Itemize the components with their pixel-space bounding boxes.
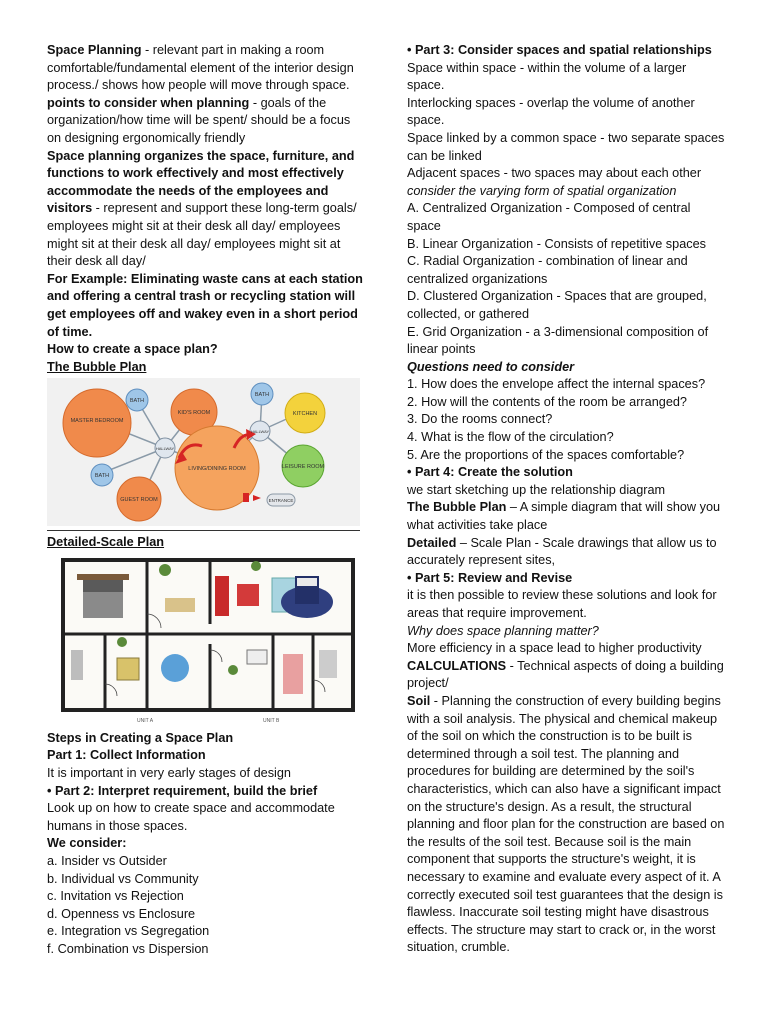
divider xyxy=(47,530,360,531)
part4-text: we start sketching up the relationship diagram xyxy=(407,482,666,497)
part5-text: it is then possible to review these solutions and look for areas that require improvement. xyxy=(407,588,717,620)
question-item: 2. How will the contents of the room be arranged? xyxy=(407,394,687,409)
example-text: For Example: Eliminating waste cans at each station and offering a central trash or recycling station will get employees off and wakey even in a short period of time. xyxy=(47,271,363,339)
linked-spaces: Space linked by a common space - two separate spaces can be linked xyxy=(407,130,725,163)
part3-heading-text: • Part 3: Consider spaces and spatial relationships xyxy=(407,43,712,57)
steps-heading xyxy=(47,730,365,748)
label-hallway-1: HALLWAY xyxy=(155,446,175,452)
bubble-plan-heading: The Bubble Plan xyxy=(47,359,147,374)
interlocking-spaces: Interlocking spaces - overlap the volume of another space. xyxy=(407,95,695,128)
label-bath-3: BATH xyxy=(254,392,270,399)
points-paragraph xyxy=(47,95,365,148)
org-item: B. Linear Organization - Consists of repetitive spaces xyxy=(407,236,707,251)
consider-item: d. Openness vs Enclosure xyxy=(47,906,196,921)
label-guest-room: GUEST ROOM xyxy=(120,497,158,504)
bubble-plan-diagram xyxy=(47,378,360,526)
consider-forms: consider the varying form of spatial organization xyxy=(407,183,677,198)
detailed-plan-heading: Detailed-Scale Plan xyxy=(47,535,165,550)
part1-text: It is important in very early stages of design xyxy=(47,766,291,781)
label-bath-2: BATH xyxy=(94,473,110,480)
space-planning-term: Space Planning xyxy=(47,43,142,57)
organizes-bold: Space planning organizes the space, furniture, and functions to work effectively and most effectively accommodate the needs of the employees and visitors xyxy=(47,148,355,216)
right-column xyxy=(407,42,725,957)
space-planning-paragraph xyxy=(47,42,365,95)
we-consider-text: We consider: xyxy=(47,836,127,851)
org-item: E. Grid Organization - a 3-dimensional composition of linear points xyxy=(407,324,709,357)
label-master-bedroom: MASTER BEDROOM xyxy=(70,418,124,425)
part4-heading-text: • Part 4: Create the solution xyxy=(407,465,573,480)
consider-item: f. Combination vs Dispersion xyxy=(47,942,209,956)
how-to-heading xyxy=(47,341,365,359)
part2-text: Look up on how to create space and accommodate humans in those spaces. xyxy=(47,801,335,833)
example-paragraph xyxy=(47,271,365,341)
consider-item: a. Insider vs Outsider xyxy=(47,854,167,869)
detailed-term: Detailed xyxy=(407,535,457,550)
label-hallway-2: HALLWAY xyxy=(250,429,270,435)
detailed-floor-plan xyxy=(47,554,365,726)
why-matter: Why does space planning matter? xyxy=(407,623,599,638)
org-item: D. Clustered Organization - Spaces that are grouped, collected, or gathered xyxy=(407,289,707,321)
how-to-text: How to create a space plan? xyxy=(47,342,218,357)
detailed-paragraph xyxy=(407,535,725,570)
label-kitchen: KITCHEN xyxy=(292,411,318,418)
label-entrance: ENTRANCE xyxy=(268,498,294,504)
questions-heading: Questions need to consider xyxy=(407,359,575,374)
part5-heading xyxy=(407,570,725,588)
question-item: 3. Do the rooms connect? xyxy=(407,412,553,427)
part4-heading xyxy=(407,464,725,482)
adjacent-spaces: Adjacent spaces - two spaces may about each other xyxy=(407,166,702,181)
part2-heading xyxy=(47,783,365,801)
calculations-term: CALCULATIONS xyxy=(407,658,507,673)
label-leisure-room: LEISURE ROOM xyxy=(281,464,325,471)
points-text: - goals of the organization/how time will be spent/ should be a focus on designing ergonomically friendly xyxy=(47,95,351,145)
label-kids-room: KID'S ROOM xyxy=(177,410,211,417)
bubble-plan-definition: – A simple diagram that will show you what activities take place xyxy=(407,500,721,533)
question-item: 1. How does the envelope affect the internal spaces? xyxy=(407,377,706,392)
calculations-paragraph xyxy=(407,658,725,693)
left-column xyxy=(47,42,365,959)
organizes-paragraph xyxy=(47,148,365,271)
soil-term: Soil xyxy=(407,693,431,708)
consider-item: b. Individual vs Community xyxy=(47,871,199,886)
part2-heading-text: • Part 2: Interpret requirement, build the brief xyxy=(47,783,318,798)
efficiency-text: More efficiency in a space lead to higher productivity xyxy=(407,641,702,656)
space-within: Space within space - within the volume of a larger space. xyxy=(407,60,687,93)
consider-item: e. Integration vs Segregation xyxy=(47,924,210,939)
unit-b-label: UNIT B xyxy=(263,717,280,724)
bubble-plan-paragraph xyxy=(407,499,725,534)
part5-heading-text: • Part 5: Review and Revise xyxy=(407,570,573,585)
space-planning-definition: - relevant part in making a room comfortable/fundamental element of the interior design process./ shows how people will move through space. xyxy=(47,43,354,93)
steps-heading-text: Steps in Creating a Space Plan xyxy=(47,730,234,745)
part3-heading xyxy=(407,42,725,60)
org-item: C. Radial Organization - combination of linear and centralized organizations xyxy=(407,254,688,286)
bubble-plan-term: The Bubble Plan xyxy=(407,500,507,515)
consider-item: c. Invitation vs Rejection xyxy=(47,889,184,904)
part1-heading xyxy=(47,747,365,765)
calculations-definition: - Technical aspects of doing a building project/ xyxy=(407,658,724,691)
label-living-dining: LIVING/DINING ROOM xyxy=(188,466,246,473)
part1-heading-text: Part 1: Collect Information xyxy=(47,748,206,763)
soil-definition: - Planning the construction of every building begins with a soil analysis. The physical and chemical makeup of the soil on which the construction is to be built is determined through a soil test. The planning and procedures for building are determined by the soil's characteristics, which can also have a significant impact on the structure's design. As a result, the structural planning and floor plan for the construction are based on the results of the soil test. Because soil is the main component that supports the structure's weight, it is necessary to examine and evaluate every aspect of it. A correctly executed soil test guarantees that the design is flawless. Inaccurate soil testing might have disastrous effects. The structure may start to crack or, in the worst situation, crumble. xyxy=(407,693,725,955)
org-item: A. Centralized Organization - Composed of central space xyxy=(407,201,691,233)
question-item: 4. What is the flow of the circulation? xyxy=(407,430,614,445)
organizes-text: - represent and support these long-term goals/ employees might sit at their desk all day/ employees might sit at their desk all day/ employees might sit at their desk all day/ xyxy=(47,201,357,269)
label-bath-1: BATH xyxy=(129,398,145,405)
we-consider-heading xyxy=(47,835,365,853)
question-item: 5. Are the proportions of the spaces comfortable? xyxy=(407,447,685,462)
soil-paragraph xyxy=(407,693,725,957)
points-heading: points to consider when planning xyxy=(47,95,250,110)
unit-a-label: UNIT A xyxy=(137,717,154,724)
detailed-definition: – Scale Plan - Scale drawings that allow us to accurately represent sites, xyxy=(407,535,717,568)
